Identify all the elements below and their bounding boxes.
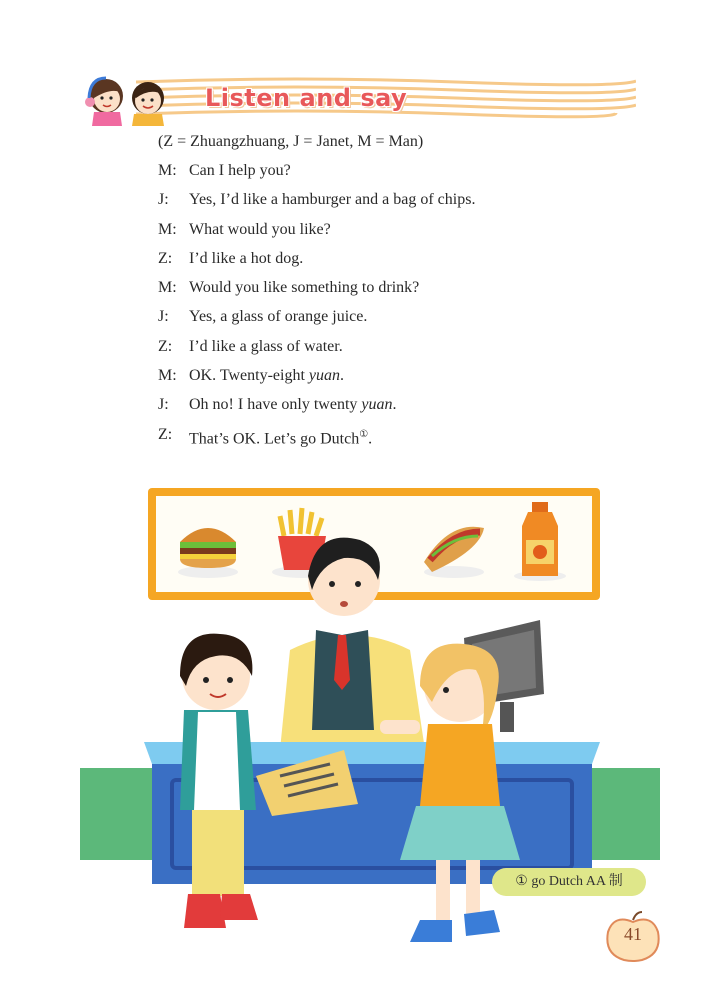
line-text-main: Oh no! I have only twenty bbox=[189, 396, 362, 414]
line-text: I’d like a hot dog. bbox=[189, 249, 304, 267]
dialogue-line bbox=[158, 248, 475, 277]
dialogue-line bbox=[158, 160, 475, 189]
line-text bbox=[189, 365, 344, 394]
dialogue-line bbox=[158, 306, 475, 335]
kids-mascot-icon bbox=[80, 68, 180, 128]
speaker-label: M: bbox=[158, 162, 177, 179]
speaker-label: J: bbox=[158, 396, 169, 414]
line-text bbox=[189, 424, 372, 453]
line-text: Yes, a glass of orange juice. bbox=[189, 308, 368, 326]
line-text-main: That’s OK. Let’s go Dutch bbox=[189, 430, 360, 447]
footnote-badge: ① go Dutch AA 制 bbox=[492, 868, 646, 896]
speaker-label: Z: bbox=[158, 337, 173, 355]
line-punct: . bbox=[368, 430, 373, 447]
line-text: I’d like a glass of water. bbox=[189, 337, 343, 355]
line-text-main: OK. Twenty-eight bbox=[189, 367, 309, 385]
footnote-marker: ① bbox=[359, 428, 369, 440]
speaker-label: M: bbox=[158, 279, 177, 297]
speaker-label: Z: bbox=[158, 425, 173, 443]
line-text: What would you like? bbox=[189, 220, 331, 238]
line-punct: . bbox=[340, 367, 345, 385]
speaker-label: J: bbox=[158, 308, 169, 326]
dialogue-line bbox=[158, 424, 475, 453]
dialogue-line bbox=[158, 219, 475, 248]
yuan-word: yuan bbox=[308, 367, 341, 385]
dialogue-line bbox=[158, 277, 475, 306]
speaker-label: Z: bbox=[158, 249, 173, 267]
speaker-label: J: bbox=[158, 191, 169, 209]
section-title: Listen and say bbox=[205, 84, 408, 112]
yuan-word: yuan bbox=[361, 396, 393, 414]
dialogue-line bbox=[158, 336, 475, 365]
dialogue-line bbox=[158, 365, 475, 394]
line-punct: . bbox=[392, 396, 397, 414]
dialogue-line bbox=[158, 394, 475, 423]
speaker-label: M: bbox=[158, 367, 177, 385]
line-text: Can I help you? bbox=[189, 162, 291, 179]
dialogue-line bbox=[158, 189, 475, 218]
dialogue-list bbox=[158, 160, 475, 453]
speaker-key: (Z = Zhuangzhuang, J = Janet, M = Man) bbox=[158, 133, 424, 150]
line-text bbox=[189, 394, 397, 423]
line-text: Would you like something to drink? bbox=[189, 279, 420, 297]
page-number: 41 bbox=[624, 924, 642, 944]
speaker-label: M: bbox=[158, 220, 177, 238]
page-number-badge bbox=[602, 910, 664, 962]
line-text: Yes, I’d like a hamburger and a bag of chips. bbox=[189, 191, 476, 209]
